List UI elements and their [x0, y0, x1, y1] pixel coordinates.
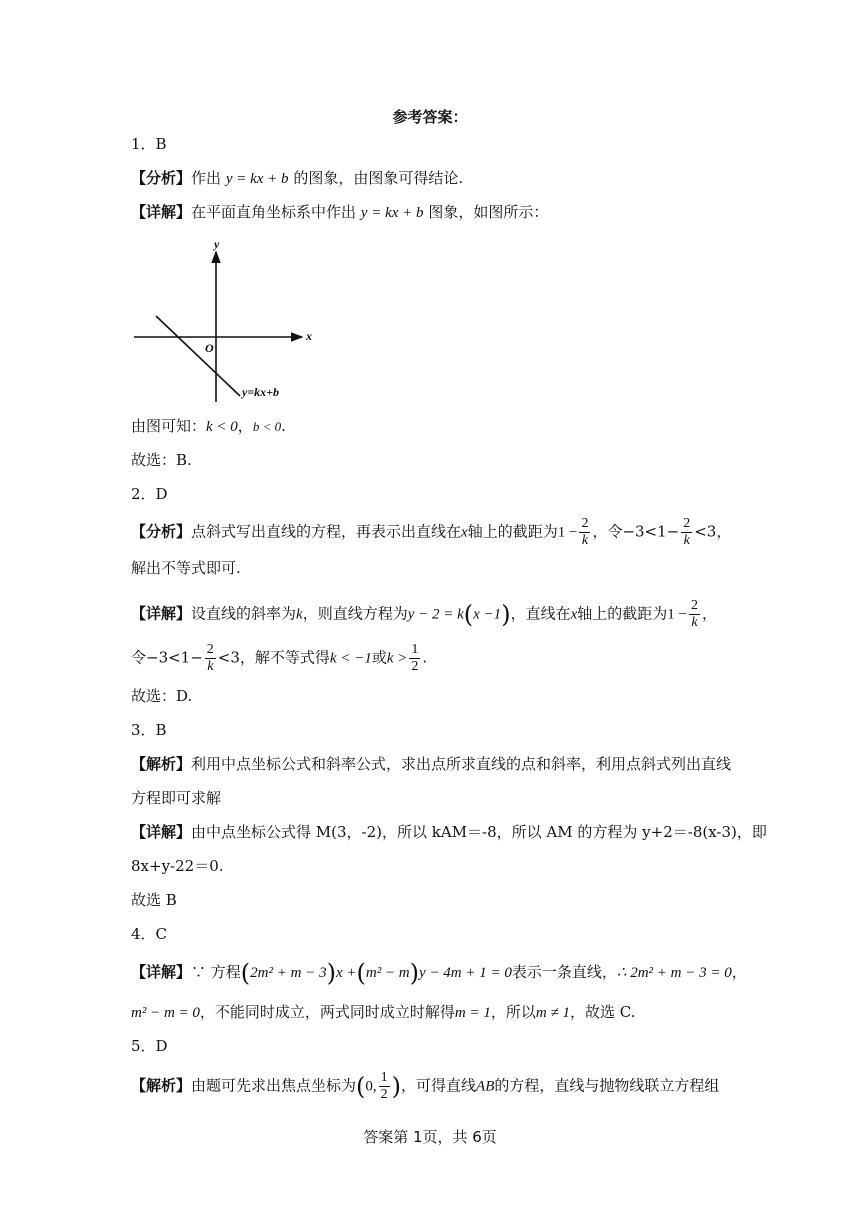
formula: 2m² + m − 3	[250, 965, 327, 981]
text: 图象，如图所示：	[428, 203, 549, 221]
q1-analysis	[131, 168, 463, 189]
line-equation-label: y=kx+b	[242, 385, 280, 399]
text: <3，	[694, 522, 732, 541]
text: ，	[731, 963, 747, 981]
denominator: k	[581, 533, 589, 548]
formula: 1 −	[557, 524, 578, 541]
numerator: 1	[380, 1070, 388, 1085]
text: 设直线的斜率为	[191, 604, 297, 623]
fraction	[689, 598, 700, 631]
text: 作出	[191, 169, 222, 187]
detail-tag: 【详解】	[131, 604, 192, 623]
q2-detail: 【详解】设直线的斜率为k，则直线方程为y − 2 = k(x −1)，直线在x轴上的截距为1 − $\frac{2}{k}$ ，	[131, 598, 717, 630]
text: 由题可先求出焦点坐标为	[191, 1076, 357, 1095]
analysis-tag: 【分析】	[131, 169, 192, 187]
text: ，直线在	[510, 604, 571, 623]
graph-line	[156, 316, 240, 396]
detail-tag: 【详解】	[131, 963, 192, 981]
formula: y − 2 = k	[407, 606, 464, 623]
text: <3，解不等式得	[217, 648, 330, 667]
formula: AB	[476, 1078, 495, 1095]
numerator: 2	[690, 598, 698, 613]
detail-tag: 【详解】	[131, 203, 192, 221]
numerator: 1	[411, 642, 419, 657]
formula: y − 4m + 1 = 0	[419, 965, 512, 981]
formula: b < 0	[252, 419, 282, 434]
q5-analysis: 【解析】由题可先求出焦点坐标为(0, $\frac{1}{2}$ )，可得直线AB的方程，直线与抛物线联立方程组	[131, 1070, 720, 1102]
formula: y = kx + b	[225, 171, 289, 187]
origin-label: O	[205, 341, 214, 355]
fraction	[579, 516, 590, 549]
detail-tag: 【详解】	[131, 823, 192, 841]
variable: x	[570, 606, 578, 623]
formula: m² − m = 0	[131, 1005, 200, 1021]
variable: x	[461, 524, 468, 541]
line-graph-figure	[130, 236, 330, 408]
text: ，	[237, 417, 253, 435]
formula: ∴ 2m² + m − 3 = 0	[616, 965, 732, 981]
formula: m ≠ 1	[535, 1005, 570, 1021]
text: 由图可知：	[131, 417, 207, 435]
q3-detail-cont: 8x+y-22＝0.	[131, 857, 224, 875]
text: 令−3<1−	[131, 648, 203, 667]
q1-number: 1．B	[131, 135, 167, 153]
q5-number: 5．D	[131, 1037, 168, 1055]
q3-detail	[131, 822, 767, 842]
denominator: k	[683, 533, 690, 548]
q1-choice: 故选：B.	[131, 451, 192, 469]
text: 轴上的截距为	[577, 604, 668, 623]
analysis-tag: 【解析】	[131, 1076, 192, 1095]
text: 表示一条直线，	[511, 963, 617, 981]
q2-detail-cont	[131, 642, 427, 675]
formula: 0,	[365, 1078, 377, 1095]
fraction	[205, 642, 216, 675]
q2-number: 2．D	[131, 485, 168, 503]
fraction	[379, 1070, 390, 1103]
text: .	[422, 648, 428, 667]
text: ，令−3<1−	[592, 522, 680, 541]
denominator: k	[207, 659, 214, 674]
numerator: 2	[206, 642, 214, 657]
formula: 1 −	[667, 606, 687, 623]
formula: m² − m	[365, 965, 410, 981]
x-axis-label: x	[306, 329, 312, 343]
formula: x +	[335, 965, 357, 981]
text: 点斜式写出直线的方程，再表示出直线在	[191, 522, 462, 541]
text: 或	[371, 648, 387, 667]
text: ，	[701, 604, 717, 623]
q2-analysis-cont: 解出不等式即可.	[131, 559, 241, 577]
q3-analysis-cont: 方程即可求解	[131, 789, 222, 807]
q3-choice: 故选 B	[131, 891, 177, 909]
fraction	[409, 642, 420, 675]
numerator: 2	[581, 516, 589, 531]
text: ∵ 方程	[191, 963, 241, 981]
page-title: 参考答案：	[392, 108, 468, 126]
analysis-tag: 【解析】	[131, 755, 192, 773]
q4-number: 4．C	[131, 925, 168, 943]
text: ，则直线方程为	[302, 604, 408, 623]
formula: y = kx + b	[360, 205, 424, 221]
q3-number: 3．B	[131, 721, 167, 739]
text: 的方程，直线与抛物线联立方程组	[494, 1076, 720, 1095]
denominator: 2	[380, 1087, 388, 1102]
formula: m = 1	[454, 1005, 491, 1021]
text: ，故选 C.	[569, 1003, 636, 1021]
denominator: 2	[411, 659, 419, 674]
q2-choice: 故选：D.	[131, 687, 193, 705]
formula: k < −1	[329, 650, 372, 667]
fraction	[681, 516, 692, 549]
formula: x −1	[473, 606, 502, 623]
text: 轴上的截距为	[467, 522, 558, 541]
formula: k >	[386, 650, 408, 667]
q1-detail	[131, 202, 548, 223]
q3-analysis	[131, 754, 731, 774]
text: 由中点坐标公式得 M(3，-2)，所以 kAM＝-8，所以 AM 的方程为 y+2＝-8(x-3)，即	[191, 823, 767, 841]
text: ，不能同时成立，两式同时成立时解得	[199, 1003, 455, 1021]
q4-detail: 【详解】∵ 方程(2m² + m − 3)x +(m² − m)y − 4m + 1 = 0表示一条直线，∴ 2m² + m − 3 = 0，	[131, 959, 747, 987]
formula: k < 0	[206, 419, 238, 435]
q1-result	[131, 416, 286, 437]
analysis-tag: 【分析】	[131, 522, 192, 541]
denominator: k	[691, 615, 698, 630]
page-footer: 答案第 1页，共 6页	[363, 1128, 497, 1146]
text: 的图象，由图象可得结论.	[293, 169, 464, 187]
q4-detail-cont	[131, 1002, 635, 1023]
q2-analysis	[131, 516, 731, 549]
variable: k	[296, 606, 303, 623]
text: .	[281, 417, 286, 435]
numerator: 2	[683, 516, 691, 531]
text: 利用中点坐标公式和斜率公式，求出点所求直线的点和斜率，利用点斜式列出直线	[191, 755, 732, 773]
text: ，可得直线	[401, 1076, 477, 1095]
text: 在平面直角坐标系中作出	[191, 203, 357, 221]
y-axis-label: y	[214, 237, 220, 251]
text: ，所以	[490, 1003, 536, 1021]
